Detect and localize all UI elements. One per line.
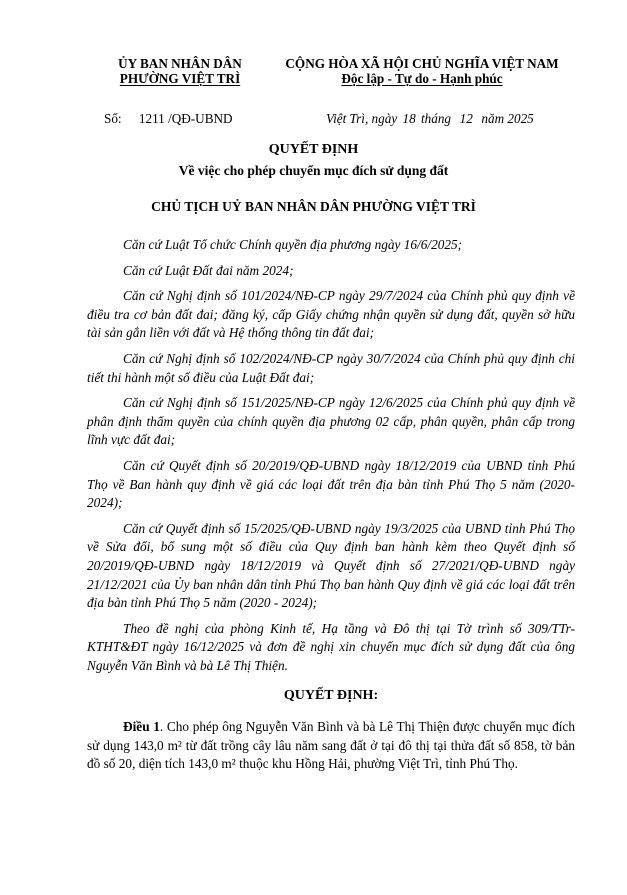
document-number	[104, 111, 233, 127]
decision-heading: QUYẾT ĐỊNH:	[283, 688, 379, 704]
legal-basis-7: Căn cứ Quyết định số 15/2025/QĐ-UBND ngày 19/3/2025 của UBND tỉnh Phú Thọ về Sửa đổi, bổ sung một số điều của Quy định ban hành kèm theo Quyết định số 20/2019/QĐ-UBND ngày 18/12/2019 và Quyết định số 27/2021/QĐ-UBND ngày 21/12/2021 của Ủy ban nhân dân tỉnh Phú Thọ ban hành Quy định về giá các loại đất trên địa bàn tỉnh Phú Thọ 5 năm (2020 - 2024);	[87, 520, 575, 611]
nation-line1: CỘNG HÒA XÃ HỘI CHỦ NGHĨA VIỆT NAM	[285, 56, 559, 71]
document-title: QUYẾT ĐỊNH	[268, 142, 359, 157]
legal-basis-1: Căn cứ Luật Tổ chức Chính quyền địa phương ngày 16/6/2025;	[123, 237, 463, 252]
article-1-text: . Cho phép ông Nguyễn Văn Bình và bà Lê Thị Thiện được chuyển mục đích sử dụng 143,0 m² từ đất trồng cây lâu năm sang đất ở tại đô thị tại thửa đất số 858, tờ bản đồ số 20, diện tích 143,0 m² thuộc khu Hồng Hải, phường Việt Trì, tỉnh Phú Thọ.	[87, 719, 575, 772]
issuing-authority: CHỦ TỊCH UỶ BAN NHÂN DÂN PHƯỜNG VIỆT TRÌ	[151, 199, 476, 214]
day-value: 18	[402, 111, 416, 126]
month-value: 12	[459, 111, 473, 126]
legal-basis-4: Căn cứ Nghị định số 102/2024/NĐ-CP ngày 30/7/2024 của Chính phủ quy định chi tiết thi hành một số điều của Luật Đất đai;	[87, 350, 575, 385]
document-subject: Về việc cho phép chuyển mục đích sử dụng đất	[178, 163, 449, 178]
national-motto	[272, 56, 572, 86]
issue-place-date	[326, 111, 534, 127]
month-label: tháng	[420, 111, 452, 126]
nation-line2: Độc lập - Tự do - Hạnh phúc	[341, 71, 503, 86]
number-label: Số:	[104, 111, 122, 126]
agency-line2: PHƯỜNG VIỆT TRÌ	[119, 71, 241, 86]
article-1-label: Điều 1	[123, 719, 160, 735]
agency-line1: ỦY BAN NHÂN DÂN	[118, 56, 242, 71]
legal-basis-2: Căn cứ Luật Đất đai năm 2024;	[123, 262, 294, 278]
legal-basis-6: Căn cứ Quyết định số 20/2019/QĐ-UBND ngày 18/12/2019 của UBND tỉnh Phú Thọ về Ban hành quy định về giá các loại đất trên địa bàn tỉnh Phú Thọ 5 năm (2020-2024);	[87, 457, 575, 511]
issuing-agency	[80, 56, 280, 86]
proposal-basis: Theo đề nghị của phòng Kinh tế, Hạ tầng và Đô thị tại Tờ trình số 309/TTr-KTHT&ĐT ngày 16/12/2025 và đơn đề nghị xin chuyển mục đích sử dụng đất của ông Nguyễn Văn Bình và bà Lê Thị Thiện.	[87, 620, 575, 673]
document-body	[87, 236, 575, 781]
legal-basis-5: Căn cứ Nghị định số 151/2025/NĐ-CP ngày 12/6/2025 của Chính phủ quy định về phân định thẩm quyền của chính quyền địa phương 02 cấp, phân quyền, phân cấp trong lĩnh vực đất đai;	[87, 395, 575, 448]
legal-basis-3: Căn cứ Nghị định số 101/2024/NĐ-CP ngày 29/7/2024 của Chính phủ quy định về điều tra cơ bản đất đai; đăng ký, cấp Giấy chứng nhận quyền sử dụng đất, quyền sở hữu tài sản gắn liền với đất và Hệ thống thông tin đất đai;	[87, 288, 575, 341]
place-label: Việt Trì, ngày	[326, 111, 398, 126]
article-1	[87, 718, 575, 774]
number-value: 1211	[138, 111, 165, 126]
year-label: năm 2025	[481, 111, 534, 126]
number-suffix: /QĐ-UBND	[168, 111, 233, 126]
